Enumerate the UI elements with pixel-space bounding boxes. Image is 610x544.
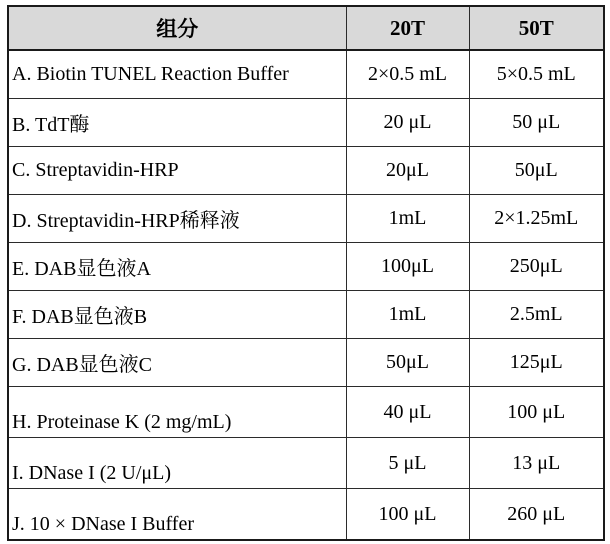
value-cell-50t: 2.5mL	[469, 291, 604, 339]
value-cell-50t: 50μL	[469, 147, 604, 195]
value-cell-50t: 5×0.5 mL	[469, 50, 604, 99]
value-cell-20t: 50μL	[346, 339, 469, 387]
header-component: 组分	[8, 6, 346, 50]
table-header-row	[8, 6, 604, 50]
component-cell: I. DNase I (2 U/μL)	[8, 438, 346, 489]
table-row	[8, 387, 604, 438]
component-cell: H. Proteinase K (2 mg/mL)	[8, 387, 346, 438]
component-cell: J. 10 × DNase I Buffer	[8, 489, 346, 541]
value-cell-20t: 1mL	[346, 291, 469, 339]
value-cell-50t: 100 μL	[469, 387, 604, 438]
value-cell-20t: 20 μL	[346, 99, 469, 147]
component-cell: G. DAB显色液C	[8, 339, 346, 387]
component-cell: E. DAB显色液A	[8, 243, 346, 291]
value-cell-50t: 260 μL	[469, 489, 604, 541]
table-row	[8, 339, 604, 387]
value-cell-20t: 2×0.5 mL	[346, 50, 469, 99]
value-cell-50t: 2×1.25mL	[469, 195, 604, 243]
value-cell-20t: 1mL	[346, 195, 469, 243]
header-50t: 50T	[469, 6, 604, 50]
table-row	[8, 243, 604, 291]
value-cell-20t: 100 μL	[346, 489, 469, 541]
header-20t: 20T	[346, 6, 469, 50]
table-row	[8, 438, 604, 489]
reagent-component-table	[7, 5, 605, 541]
component-cell: C. Streptavidin-HRP	[8, 147, 346, 195]
table-row	[8, 147, 604, 195]
value-cell-20t: 5 μL	[346, 438, 469, 489]
component-cell: F. DAB显色液B	[8, 291, 346, 339]
table-row	[8, 50, 604, 99]
value-cell-20t: 100μL	[346, 243, 469, 291]
table-row	[8, 195, 604, 243]
value-cell-50t: 250μL	[469, 243, 604, 291]
component-cell: B. TdT酶	[8, 99, 346, 147]
value-cell-20t: 20μL	[346, 147, 469, 195]
table-row	[8, 291, 604, 339]
value-cell-20t: 40 μL	[346, 387, 469, 438]
table-row	[8, 489, 604, 541]
component-cell: D. Streptavidin-HRP稀释液	[8, 195, 346, 243]
value-cell-50t: 125μL	[469, 339, 604, 387]
value-cell-50t: 50 μL	[469, 99, 604, 147]
component-cell: A. Biotin TUNEL Reaction Buffer	[8, 50, 346, 99]
table-row	[8, 99, 604, 147]
value-cell-50t: 13 μL	[469, 438, 604, 489]
